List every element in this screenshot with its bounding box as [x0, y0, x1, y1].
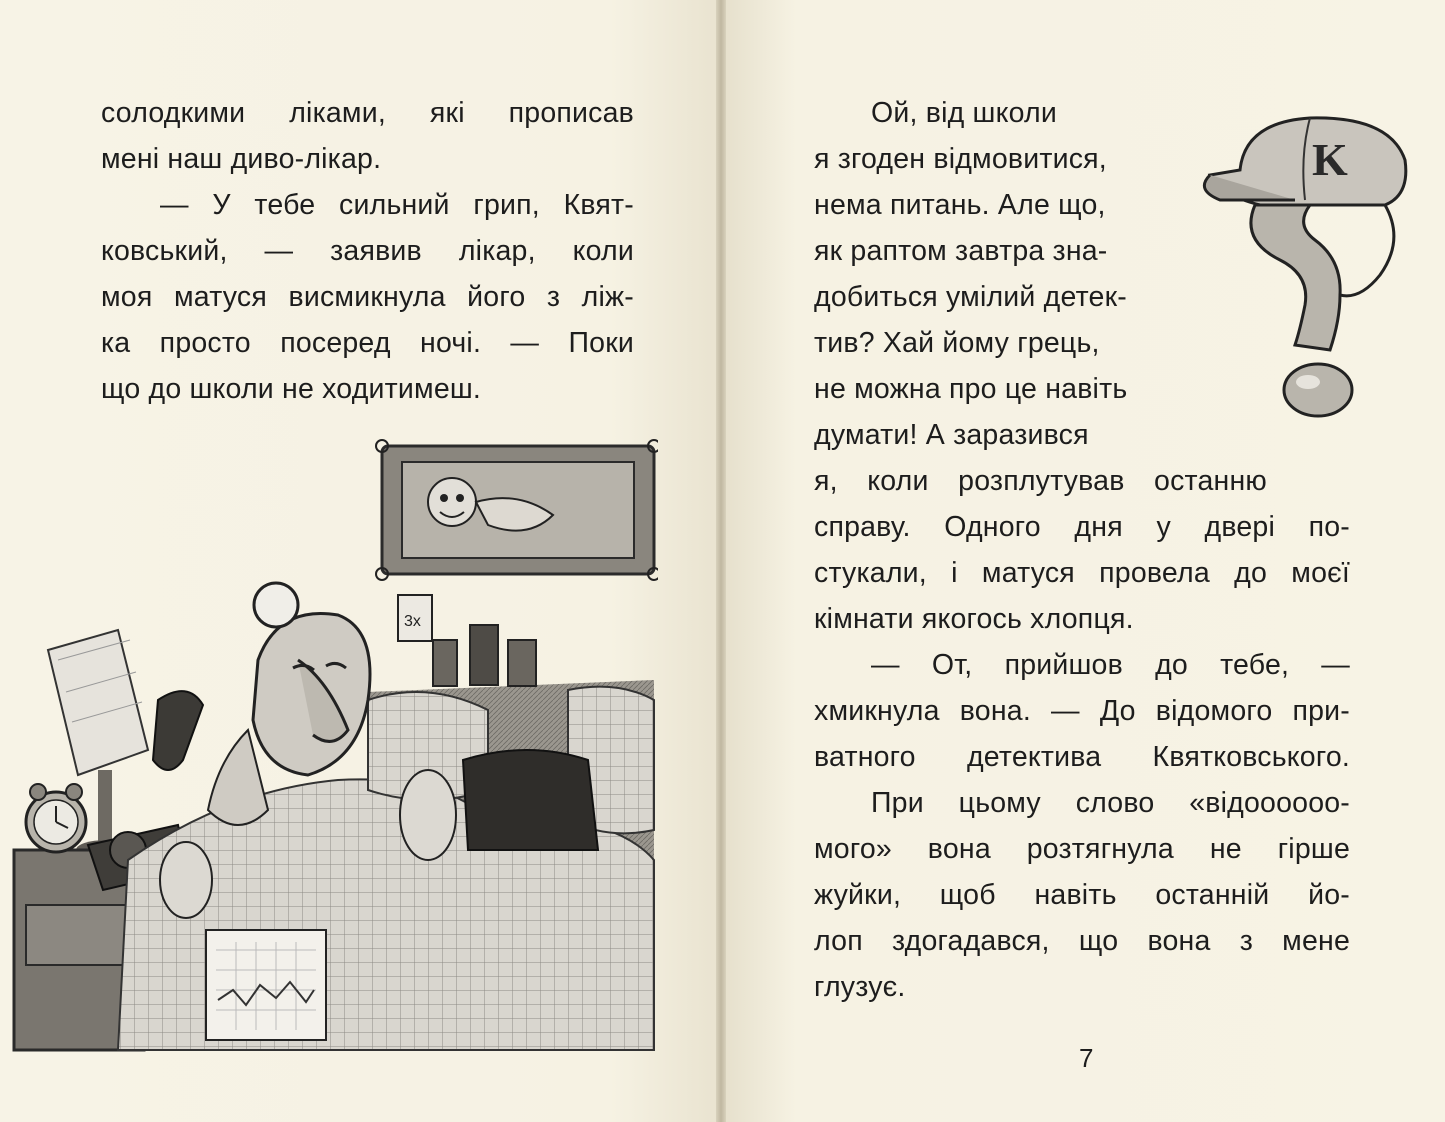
right-line-3: нема питань. Але що, — [814, 189, 1106, 221]
right-line-7: не можна про це навіть — [814, 373, 1128, 405]
medicine-bottles — [398, 595, 536, 686]
right-line-9: я, коли розплутував останню — [814, 465, 1267, 497]
book-gutter — [716, 0, 726, 1122]
right-line-10: справу. Одного дня у двері по- — [814, 511, 1350, 543]
left-line-6: ка просто посеред ночі. — Поки — [101, 327, 634, 359]
right-line-11: стукали, і матуся провела до моєї — [814, 557, 1350, 589]
temperature-chart — [206, 930, 326, 1040]
left-line-5: моя матуся висмикнула його з ліж- — [101, 281, 634, 313]
cap-letter: K — [1312, 134, 1348, 185]
right-line-1: Ой, від школи — [871, 97, 1057, 129]
question-mark-cap-icon — [1200, 100, 1425, 420]
right-line-15: ватного детектива Квятковського. — [814, 741, 1350, 773]
page-number: 7 — [1079, 1043, 1094, 1073]
left-line-7: що до школи не ходитимеш. — [101, 373, 482, 405]
left-line-1: солодкими ліками, які прописав — [101, 97, 634, 129]
right-line-5: добиться умілий детек- — [814, 281, 1127, 313]
right-line-4: як раптом завтра зна- — [814, 235, 1108, 267]
right-line-12: кімнати якогось хлопця. — [814, 603, 1134, 635]
right-line-18: жуйки, щоб навіть останній йо- — [814, 879, 1350, 911]
left-line-3: — У тебе сильний грип, Квят- — [160, 189, 634, 221]
wall-picture-frame — [376, 440, 658, 580]
sick-detective-in-bed-illustration — [8, 430, 658, 1055]
left-line-4: ковський, — заявив лікар, коли — [101, 235, 634, 267]
right-line-14: хмикнула вона. — До відомого при- — [814, 695, 1350, 727]
right-line-2: я згоден відмовитися, — [814, 143, 1107, 175]
right-line-17: мого» вона розтягнула не гірше — [814, 833, 1350, 865]
right-line-6: тив? Хай йому грець, — [814, 327, 1100, 359]
right-line-20: глузує. — [814, 971, 906, 1003]
right-line-16: При цьому слово «відоооооо- — [871, 787, 1350, 819]
bottle-label: 3x — [404, 613, 421, 630]
left-line-2: мені наш диво-лікар. — [101, 143, 382, 175]
right-line-19: лоп здогадався, що вона з мене — [814, 925, 1350, 957]
alarm-clock — [26, 784, 86, 852]
right-line-13: — От, прийшов до тебе, — — [871, 649, 1350, 681]
right-line-8: думати! А заразився — [814, 419, 1089, 451]
